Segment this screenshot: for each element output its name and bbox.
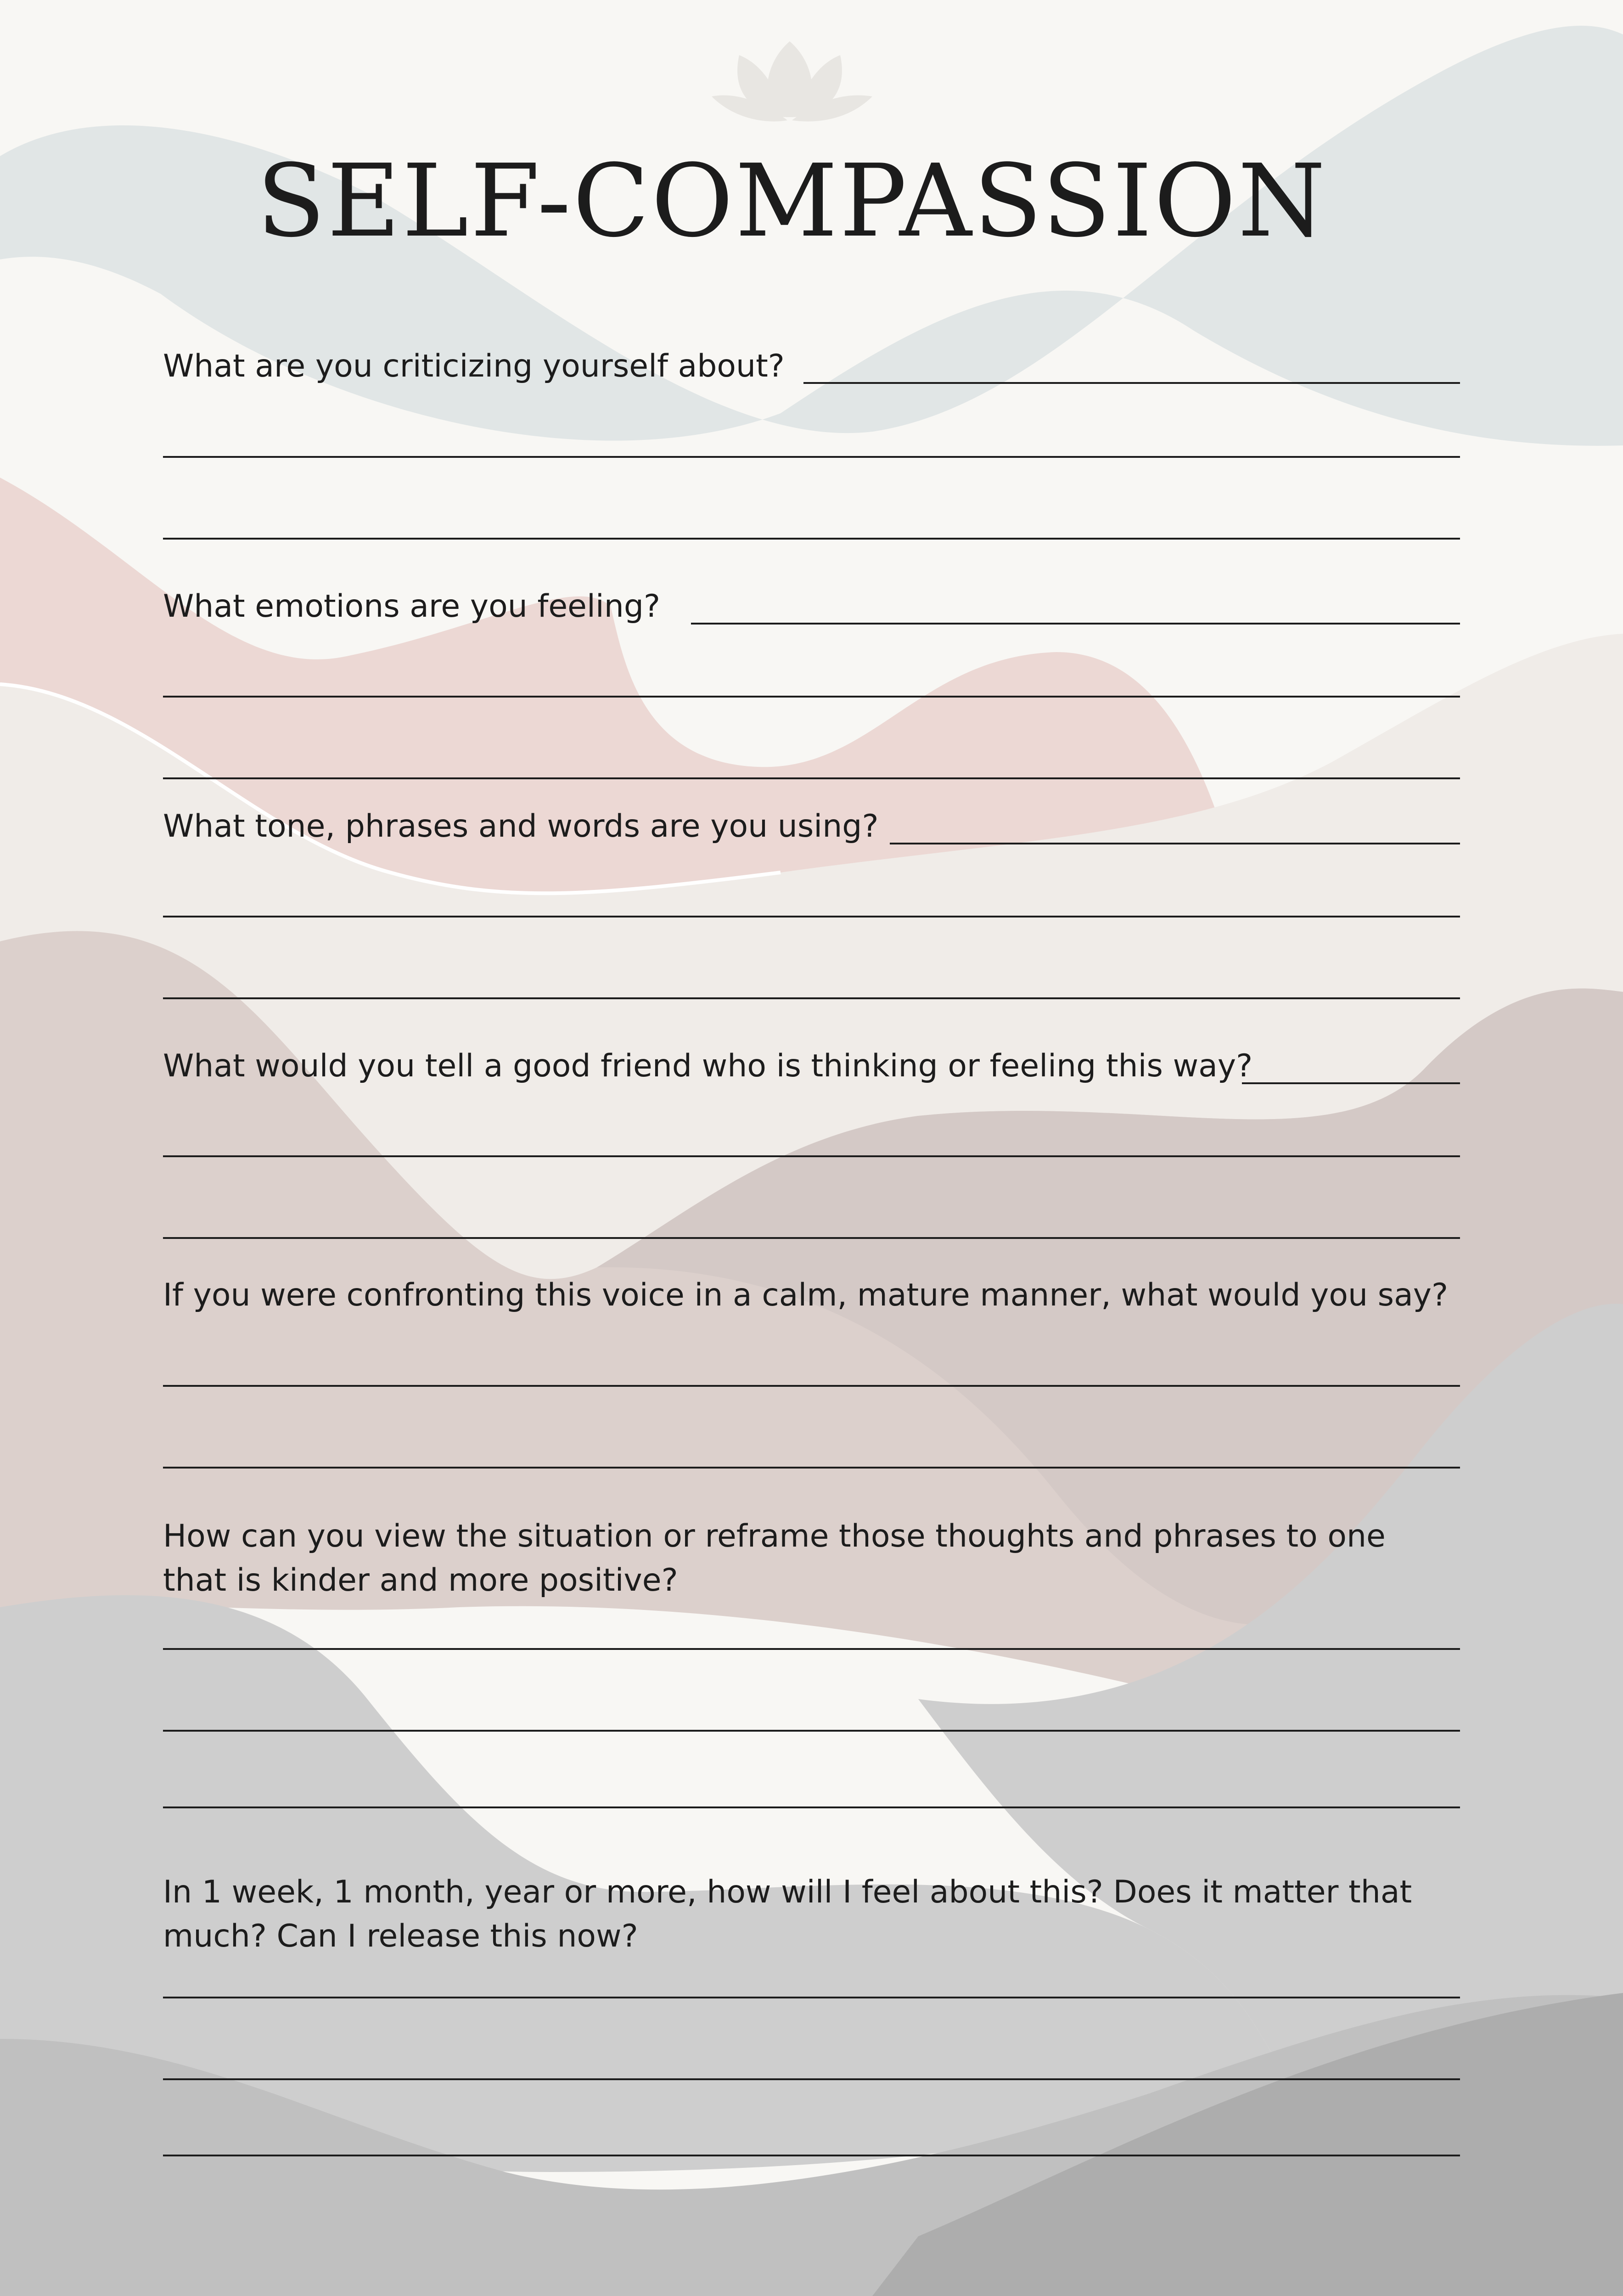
answer-line[interactable] <box>163 1155 1460 1157</box>
answer-line[interactable] <box>163 1648 1460 1650</box>
answer-line[interactable] <box>691 623 1460 625</box>
answer-line[interactable] <box>1242 1082 1460 1084</box>
answer-line[interactable] <box>163 1385 1460 1387</box>
question-label: What would you tell a good friend who is thinking or feeling this way? <box>163 1048 1253 1084</box>
question-label: What emotions are you feeling? <box>163 588 661 625</box>
answer-line[interactable] <box>163 2078 1460 2080</box>
answer-line[interactable] <box>163 1237 1460 1239</box>
answer-line[interactable] <box>163 1730 1460 1732</box>
question-label: How can you view the situation or reframe those thoughts and phrases to one that is kinder and more positive? <box>163 1518 1386 1598</box>
question-label: In 1 week, 1 month, year or more, how will I feel about this? Does it matter that much? Can I release this now? <box>163 1874 1412 1954</box>
answer-line[interactable] <box>803 382 1460 384</box>
answer-line[interactable] <box>163 538 1460 540</box>
answer-line[interactable] <box>890 843 1460 844</box>
page-title: SELF-COMPASSION <box>257 143 1327 259</box>
question-label: What tone, phrases and words are you using? <box>163 808 879 844</box>
answer-line[interactable] <box>163 1806 1460 1808</box>
question-label: If you were confronting this voice in a calm, mature manner, what would you say? <box>163 1277 1449 1313</box>
answer-line[interactable] <box>163 997 1460 999</box>
answer-line[interactable] <box>163 696 1460 698</box>
answer-line[interactable] <box>163 1467 1460 1469</box>
answer-line[interactable] <box>163 2155 1460 2156</box>
question-label: What are you criticizing yourself about? <box>163 348 785 384</box>
answer-line[interactable] <box>163 1997 1460 1998</box>
lotus-icon <box>712 41 872 121</box>
answer-line[interactable] <box>163 777 1460 779</box>
answer-line[interactable] <box>163 456 1460 458</box>
answer-line[interactable] <box>163 916 1460 917</box>
